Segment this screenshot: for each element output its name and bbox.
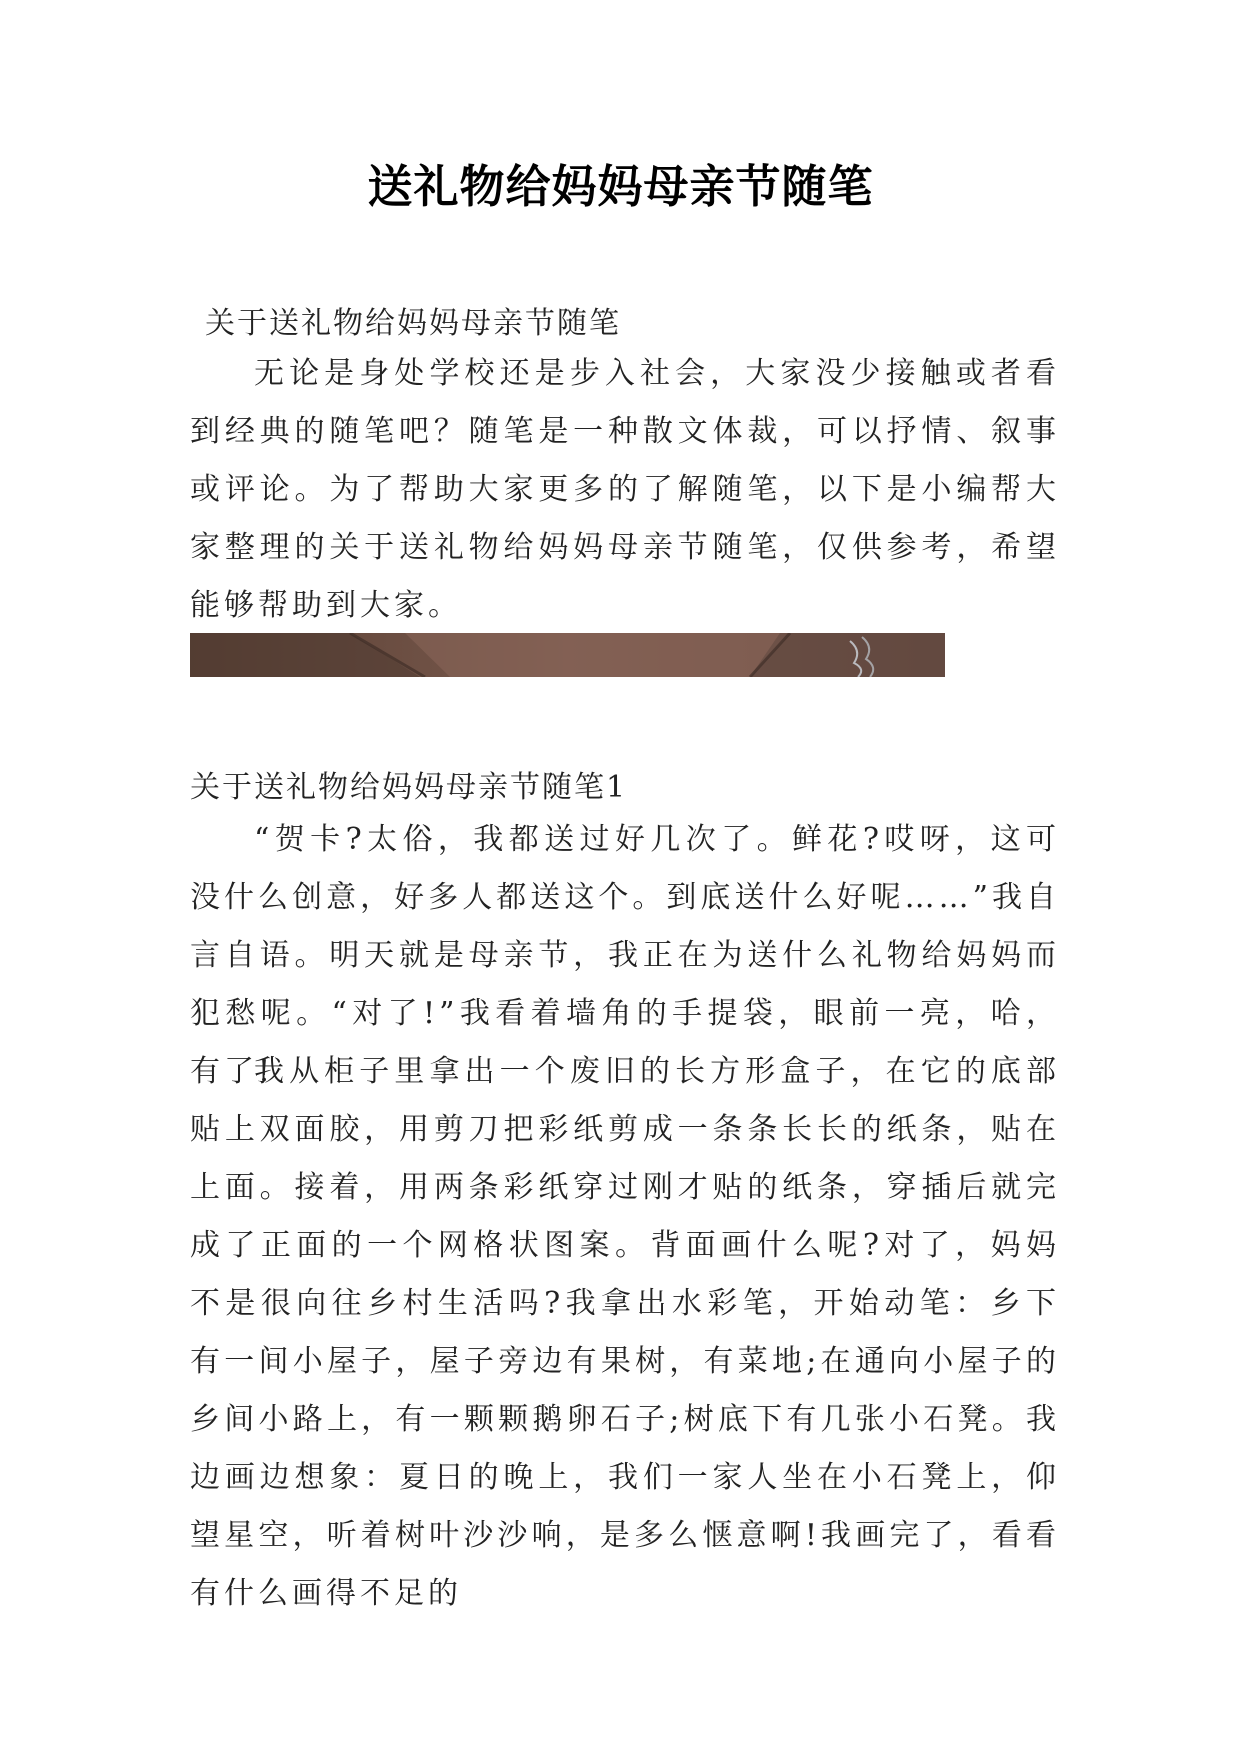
subtitle: 关于送礼物给妈妈母亲节随笔 (205, 306, 621, 341)
body-paragraph: 我从柜子里拿出一个废旧的长方形盒子，在它的底部贴上双面胶，用剪刀把彩纸剪成一条条长长的纸条，贴在上面。接着，用两条彩纸穿过刚才贴的纸条，穿插后就完成了正面的一个网格状图案。背面画什么呢?对了，妈妈不是很向往乡村生活吗?我拿出水彩笔，开始动笔：乡下有一间小屋子，屋子旁边有果树，有菜地;在通向小屋子的乡间小路上，有一颗颗鹅卵石子;树底下有几张小石凳。我边画边想象：夏日的晚上，我们一家人坐在小石凳上，仰望星空，听着树叶沙沙响，是多么惬意啊!我画完了，看看有什么画得不足的 (190, 1054, 1060, 1611)
intro-paragraph: 无论是身处学校还是步入社会，大家没少接触或者看到经典的随笔吧？随笔是一种散文体裁，可以抒情、叙事或评论。为了帮助大家更多的了解随笔，以下是小编帮大家整理的关于送礼物给妈妈母亲节随笔，仅供参考，希望能够帮助到大家。 (190, 356, 1060, 623)
section-heading: 关于送礼物给妈妈母亲节随笔1 (190, 770, 628, 805)
page-title: 送礼物给妈妈母亲节随笔 (367, 160, 874, 213)
decorative-photo-strip (190, 633, 945, 677)
body-paragraph: “贺卡?太俗，我都送过好几次了。鲜花?哎呀，这可没什么创意，好多人都送这个。到底送什么好呢……”我自言自语。明天就是母亲节，我正在为送什么礼物给妈妈而犯愁呢。“对了!”我看着墙角的手提袋，眼前一亮，哈，有了! (190, 822, 1060, 1089)
